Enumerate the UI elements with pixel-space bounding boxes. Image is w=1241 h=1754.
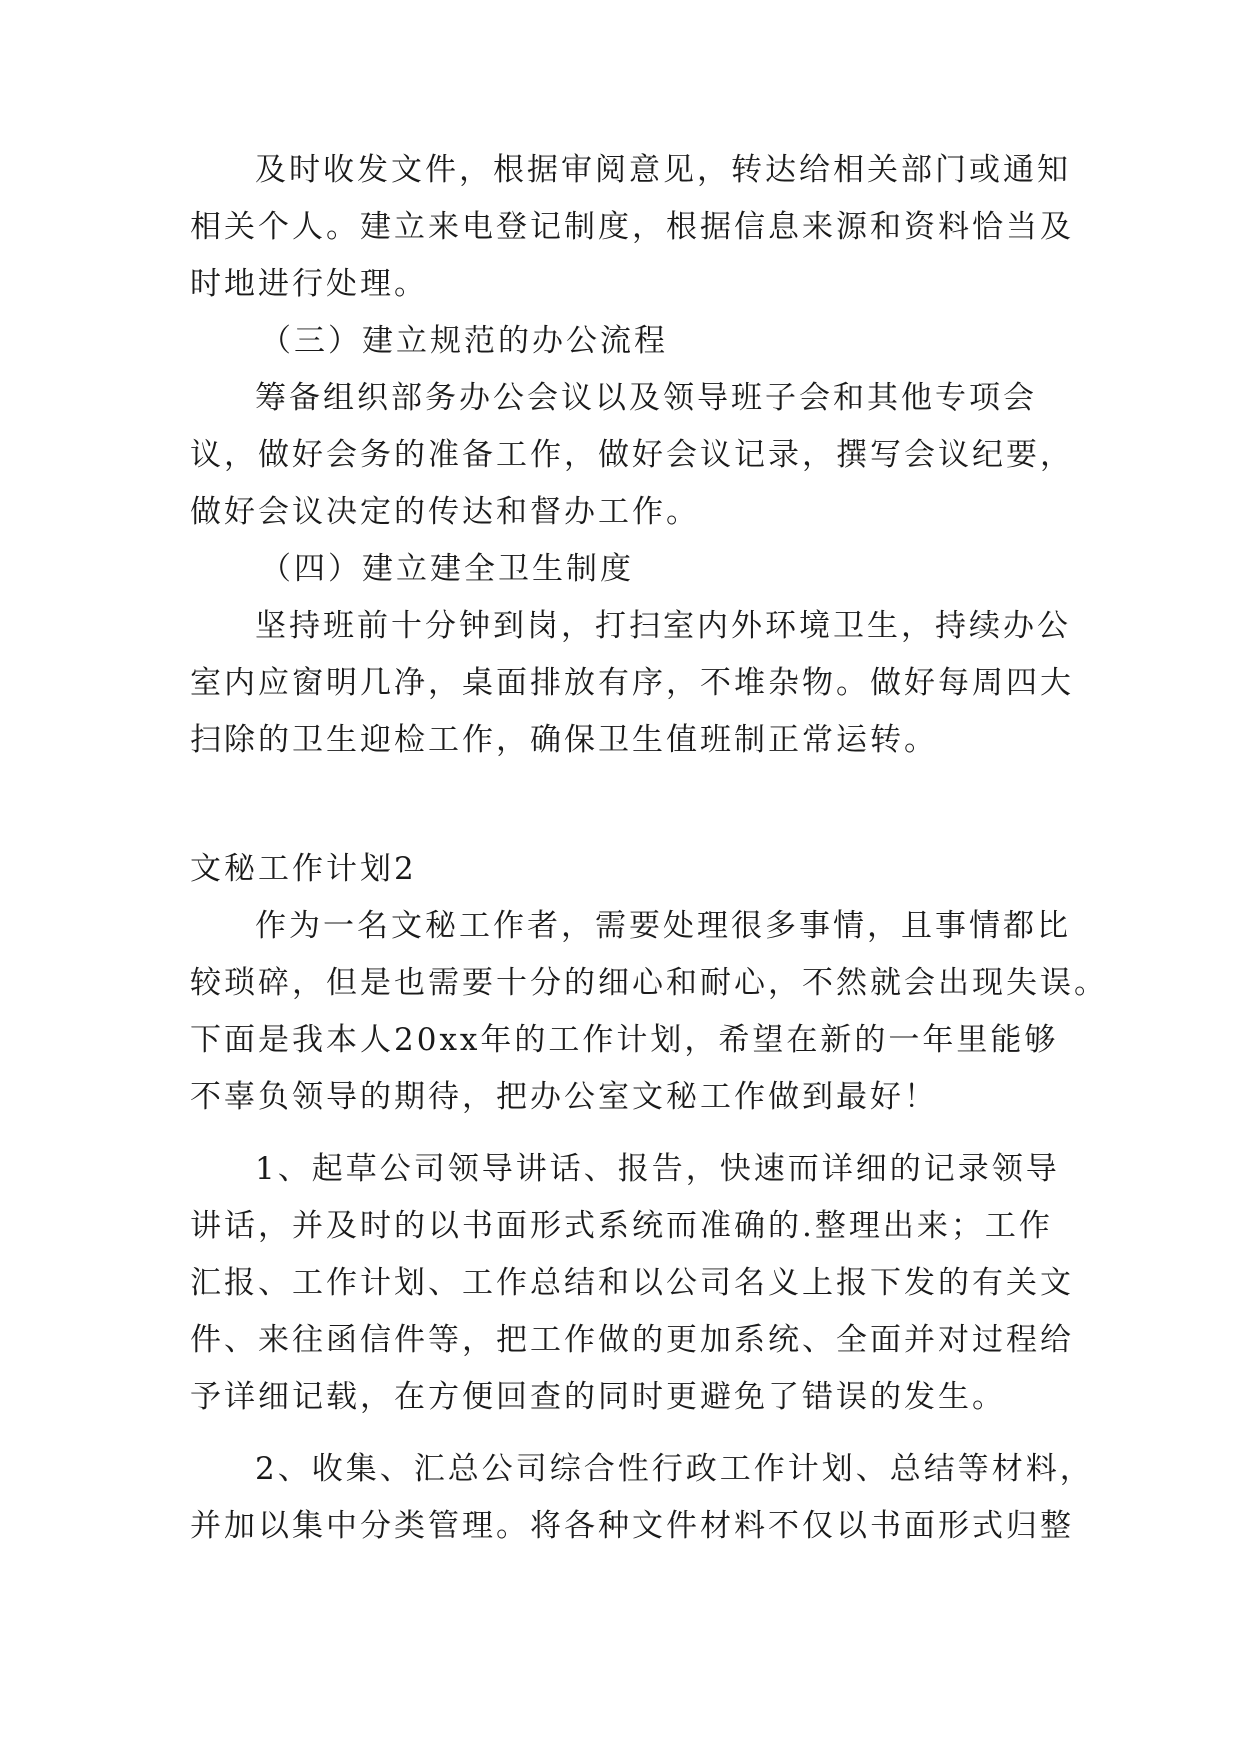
paragraph-line: 坚持班前十分钟到岗，打扫室内外环境卫生，持续办公 bbox=[255, 608, 1071, 644]
document-title: 文秘工作计划2 bbox=[190, 851, 417, 887]
paragraph-line: 时地进行处理。 bbox=[190, 266, 428, 302]
section-heading: （三）建立规范的办公流程 bbox=[260, 323, 668, 359]
paragraph-line: 筹备组织部务办公会议以及领导班子会和其他专项会 bbox=[255, 380, 1037, 416]
paragraph-line: 并加以集中分类管理。将各种文件材料不仅以书面形式归整 bbox=[190, 1508, 1074, 1544]
paragraph-line: 相关个人。建立来电登记制度，根据信息来源和资料恰当及 bbox=[190, 209, 1074, 245]
paragraph-line: 予详细记载，在方便回查的同时更避免了错误的发生。 bbox=[190, 1379, 1006, 1415]
paragraph-line: 不辜负领导的期待，把办公室文秘工作做到最好！ bbox=[190, 1079, 938, 1115]
paragraph-line: 1、起草公司领导讲话、报告，快速而详细的记录领导 bbox=[255, 1151, 1060, 1187]
paragraph-line: 较琐碎，但是也需要十分的细心和耐心，不然就会出现失误。 bbox=[190, 965, 1108, 1001]
paragraph-line: 室内应窗明几净，桌面排放有序，不堆杂物。做好每周四大 bbox=[190, 665, 1074, 701]
paragraph-line: 讲话，并及时的以书面形式系统而准确的.整理出来；工作 bbox=[190, 1208, 1053, 1244]
paragraph-line: 汇报、工作计划、工作总结和以公司名义上报下发的有关文 bbox=[190, 1265, 1074, 1301]
paragraph-line: 扫除的卫生迎检工作，确保卫生值班制正常运转。 bbox=[190, 722, 938, 758]
paragraph-line: 做好会议决定的传达和督办工作。 bbox=[190, 494, 700, 530]
paragraph-line: 下面是我本人20xx年的工作计划，希望在新的一年里能够 bbox=[190, 1022, 1059, 1058]
paragraph-line: 议，做好会务的准备工作，做好会议记录，撰写会议纪要， bbox=[190, 437, 1074, 473]
paragraph-line: 作为一名文秘工作者，需要处理很多事情，且事情都比 bbox=[255, 908, 1071, 944]
paragraph-line: 件、来往函信件等，把工作做的更加系统、全面并对过程给 bbox=[190, 1322, 1074, 1358]
paragraph-line: 及时收发文件，根据审阅意见，转达给相关部门或通知 bbox=[255, 152, 1071, 188]
section-heading: （四）建立建全卫生制度 bbox=[260, 551, 634, 587]
paragraph-line: 2、收集、汇总公司综合性行政工作计划、总结等材料， bbox=[255, 1451, 1094, 1487]
